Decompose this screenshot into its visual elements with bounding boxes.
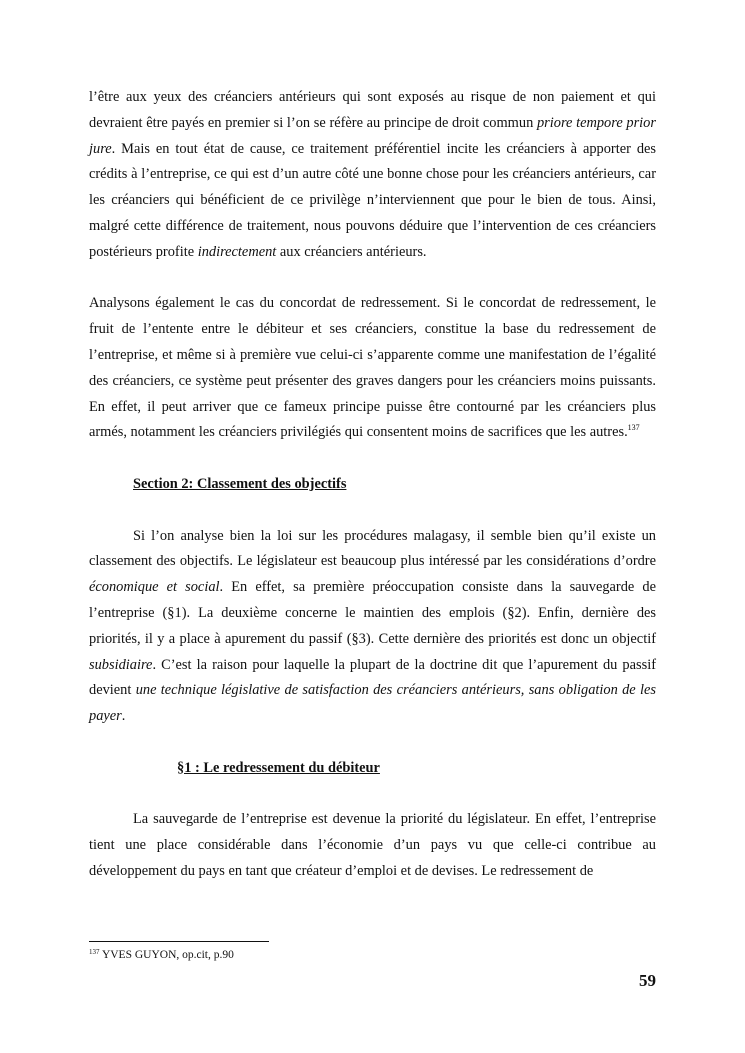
sub-heading: §1 : Le redressement du débiteur [177, 759, 380, 776]
text-run: . Mais en tout état de cause, ce traitement préférentiel incite les créanciers à apporter des crédits à l’entreprise, ce qui est d’un autre côté une bonne chose pour les créanciers antérieurs, car les créanciers qui bénéficient de ce privilège n’interviennent que pour le bien de tous. Ainsi, malgré cette différence de traitement, nous pouvons déduire que l’intervention de ces créanciers postérieurs profite [89, 140, 656, 260]
footnote-text: YVES GUYON, op.cit, p.90 [99, 949, 234, 961]
paragraph-4: La sauvegarde de l’entreprise est devenue la priorité du législateur. En effet, l’entreprise tient une place considérable dans l’économie d’un pays vu que celle-ci contribue au développement du pays en tant que créateur d’emploi et de devises. Le redressement de [89, 811, 656, 879]
emphasis: indirectement [197, 243, 277, 260]
emphasis: économique et social [89, 579, 220, 596]
text-run: Analysons également le cas du concordat de redressement. Si le concordat de redressement, le fruit de l’entente entre le débiteur et ses créanciers, constitue la base du redressement de l’entreprise, et même si à première vue celui-ci s’apparente comme une manifestation de l’égalité des créanciers, ce système peut présenter des graves dangers pour les créanciers moins puissants. En effet, il peut arriver que ce fameux principe puisse être contourné par les créanciers plus armés, notamment les créanciers privilégiés qui consentent moins de sacrifices que les autres. [89, 295, 656, 441]
section-heading: Section 2: Classement des objectifs [133, 475, 347, 492]
footnote-reference: 137 [627, 423, 640, 433]
text-run: l’être aux yeux des créanciers antérieurs qui sont exposés au risque de non paiement et qui devraient être payés en premier si l’on se réfère au principe de droit commun [89, 89, 656, 131]
text-run: . [121, 708, 126, 725]
page-body [89, 85, 656, 885]
text-run: . En effet, sa première préoccupation consiste dans la sauvegarde de l’entreprise (§1). La deuxième concerne le maintien des emplois (§2). Enfin, dernière des priorités, il y a place à apurement du passif (§3). Cette dernière des priorités est donc un objectif [89, 579, 656, 647]
footnote-number: 137 [89, 948, 100, 956]
footnote-divider [89, 941, 269, 942]
paragraph-3 [89, 524, 656, 730]
text-run: aux créanciers antérieurs. [276, 243, 427, 260]
text-run: . C’est la raison pour laquelle la plupart de la doctrine dit que l’apurement du passif devient [89, 656, 656, 699]
text-run: Si l’on analyse bien la loi sur les procédures malagasy, il semble bien qu’il existe un classement des objectifs. Le législateur est beaucoup plus intéressé par les considérations d’ordre [89, 527, 656, 570]
page-number: 59 [639, 971, 656, 990]
paragraph-1 [89, 85, 656, 266]
footnote [89, 947, 234, 963]
emphasis: subsidiaire [89, 656, 153, 673]
paragraph-2 [89, 291, 656, 446]
emphasis: une technique législative de satisfaction des créanciers antérieurs, sans obligation de les payer [89, 682, 656, 725]
latin-maxim: priore tempore prior jure [89, 114, 656, 157]
